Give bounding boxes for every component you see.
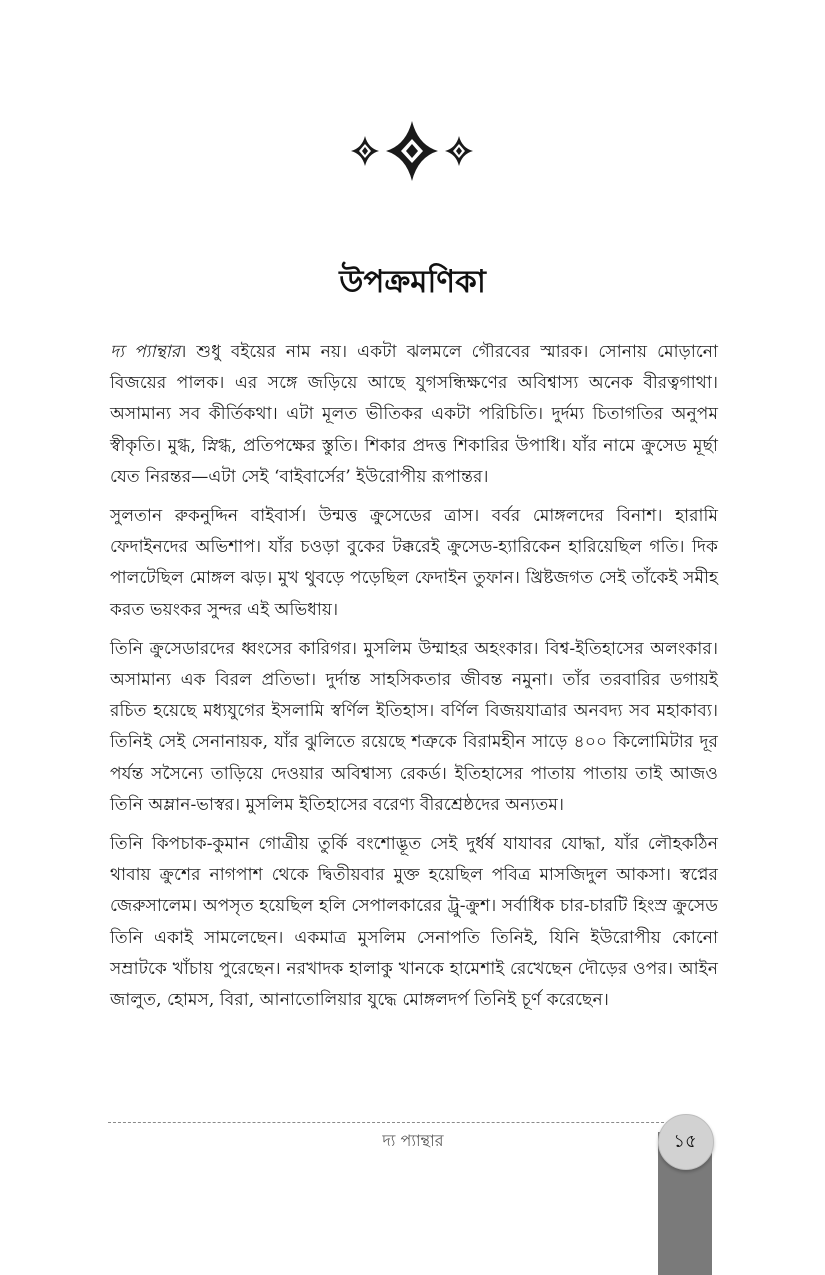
page-number: ১৫ (673, 1131, 697, 1152)
paragraph-1 (110, 337, 718, 493)
paragraph-2: সুলতান রুকনুদ্দিন বাইবার্স। উন্মত্ত ক্রুসেডের ত্রাস। বর্বর মোঙ্গলদের বিনাশ। হারামি ফেদাইনদের অভিশাপ। যাঁর চওড়া বুকের টক্করেই ক্রুসেড-হ্যারিকেন হারিয়েছিল গতি। দিক পালটেছিল মোঙ্গল ঝড়। মুখ থুবড়ে পড়েছিল ফেদাইন তুফান। খ্রিষ্টজগত সেই তাঁকেই সমীহ করত ভয়ংকর সুন্দর এই অভিধায়। (110, 506, 718, 620)
footer-divider (108, 1122, 674, 1123)
paragraph-1-text: । শুধু বইয়ের নাম নয়। একটা ঝলমলে গৌরবের স্মারক। সোনায় মোড়ানো বিজয়ের পালক। এর সঙ্গে জড়িয়ে আছে যুগসন্ধিক্ষণের অবিশ্বাস্য অনেক বীরত্বগাথা। অসামান্য সব কীর্তিকথা। এটা মূলত ভীতিকর একটা পরিচিতি। দুর্দম্য চিতাগতির অনুপম স্বীকৃতি। মুগ্ধ, স্নিগ্ধ, প্রতিপক্ষের স্তুতি। শিকার প্রদত্ত শিকারির উপাধি। যাঁর নামে ক্রুসেড মূর্ছা যেত নিরন্তর—এটা সেই ‘বাইবার্সের’ ইউরোপীয় রূপান্তর। (110, 342, 718, 487)
diamond-star-ornament-icon (347, 120, 477, 182)
paragraph-4: তিনি কিপচাক-কুমান গোত্রীয় তুর্কি বংশোদ্ভূত সেই দুর্ধর্ষ যাযাবর যোদ্ধা, যাঁর লৌহকঠিন থাবায় ক্রুশের নাগপাশ থেকে দ্বিতীয়বার মুক্ত হয়েছিল পবিত্র মাসজিদুল আকসা। স্বপ্নের জেরুসালেম। অপসৃত হয়েছিল হলি সেপালকারের ট্রু-ক্রুশ। সর্বাধিক চার-চারটি হিংস্র ক্রুসেড তিনি একাই সামলেছেন। একমাত্র মুসলিম সেনাপতি তিনিই, যিনি ইউরোপীয় কোনো সম্রাটকে খাঁচায় পুরেছেন। নরখাদক হালাকু খানকে হামেশাই রেখেছেন দৌড়ের ওপর। আইন জালুত, হোমস, বিরা, আনাতোলিয়ার যুদ্ধে মোঙ্গলদর্প তিনিই চূর্ণ করেছেন। (110, 834, 718, 1011)
paragraph-3: তিনি ক্রুসেডারদের ধ্বংসের কারিগর। মুসলিম উম্মাহর অহংকার। বিশ্ব-ইতিহাসের অলংকার। অসামান্য এক বিরল প্রতিভা। দুর্দান্ত সাহসিকতার জীবন্ত নমুনা। তাঁর তরবারির ডগায়ই রচিত হয়েছে মধ্যযুগের ইসলামি স্বর্ণিল ইতিহাস। বর্ণিল বিজয়যাত্রার অনবদ্য সব মহাকাব্য। তিনিই সেই সেনানায়ক, যাঁর ঝুলিতে রয়েছে শত্রুকে বিরামহীন সাড়ে ৪০০ কিলোমিটার দূর পর্যন্ত সসৈন্যে তাড়িয়ে দেওয়ার অবিশ্বাস্য রেকর্ড। ইতিহাসের পাতায় পাতায় তাই আজও তিনি অম্লান-ভাস্বর। মুসলিম ইতিহাসের বরেণ্য বীরশ্রেষ্ঠদের অন্যতম। (110, 638, 718, 815)
chapter-title: উপক্রমণিকা (339, 264, 486, 300)
book-title-italic: দ্য প্যান্থার (110, 342, 181, 362)
footer-book-title: দ্য প্যান্থার (382, 1131, 444, 1150)
body-text (110, 337, 718, 1024)
